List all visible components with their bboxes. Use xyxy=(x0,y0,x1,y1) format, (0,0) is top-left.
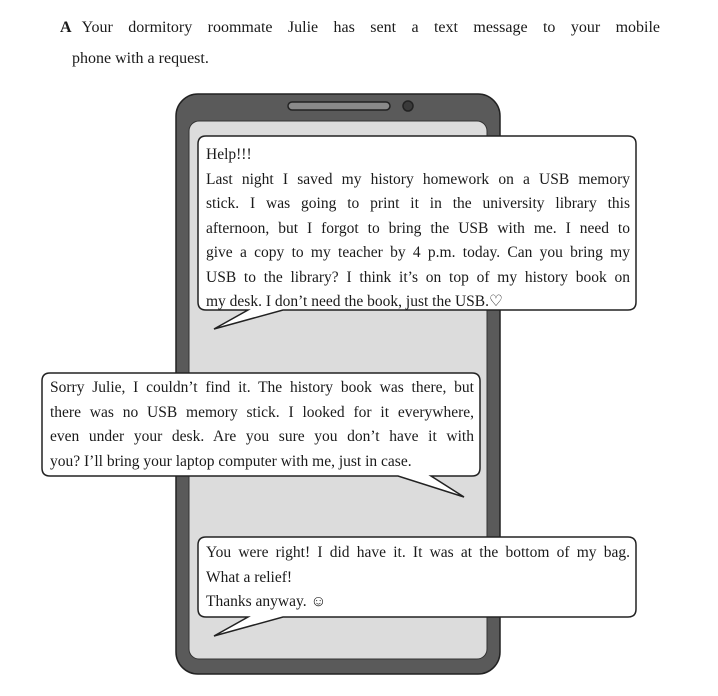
message-line: Last night I saved my history homework on a USB memory xyxy=(206,170,630,188)
message-line: afternoon, but I forgot to bring the USB with me. I need to xyxy=(206,219,630,237)
message-2-text xyxy=(50,376,474,474)
question-label: A xyxy=(60,19,72,36)
message-line: Help!!! xyxy=(206,146,252,163)
message-line: Thanks anyway. ☺ xyxy=(206,593,327,610)
message-line: USB to the library? I think it’s on top of my history book on xyxy=(206,268,630,286)
message-line: What a relief! xyxy=(206,568,293,586)
prompt-text-1: Your dormitory roommate Julie has sent a text message to your mobile xyxy=(81,19,660,36)
message-line: You were right! I did have it. It was at the bottom of my bag. xyxy=(206,544,630,561)
message-3-text xyxy=(206,541,630,615)
message-line: there was no USB memory stick. I looked for it everywhere, xyxy=(50,403,474,421)
message-line: you? I’ll bring your laptop computer with me, just in case. xyxy=(50,452,412,470)
message-1-text xyxy=(206,143,630,315)
message-line: even under your desk. Are you sure you don’t have it with xyxy=(50,428,474,445)
message-line: stick. I was going to print it in the university library this xyxy=(206,195,630,212)
phone-camera-icon xyxy=(403,101,413,111)
message-line: Sorry Julie, I couldn’t find it. The history book was there, but xyxy=(50,379,474,396)
message-line: my desk. I don’t need the book, just the USB.♡ xyxy=(206,293,503,310)
phone-speaker-icon xyxy=(288,102,390,110)
message-line: give a copy to my teacher by 4 p.m. today. Can you bring my xyxy=(206,244,630,261)
prompt-text-2: phone with a request. xyxy=(72,50,209,67)
